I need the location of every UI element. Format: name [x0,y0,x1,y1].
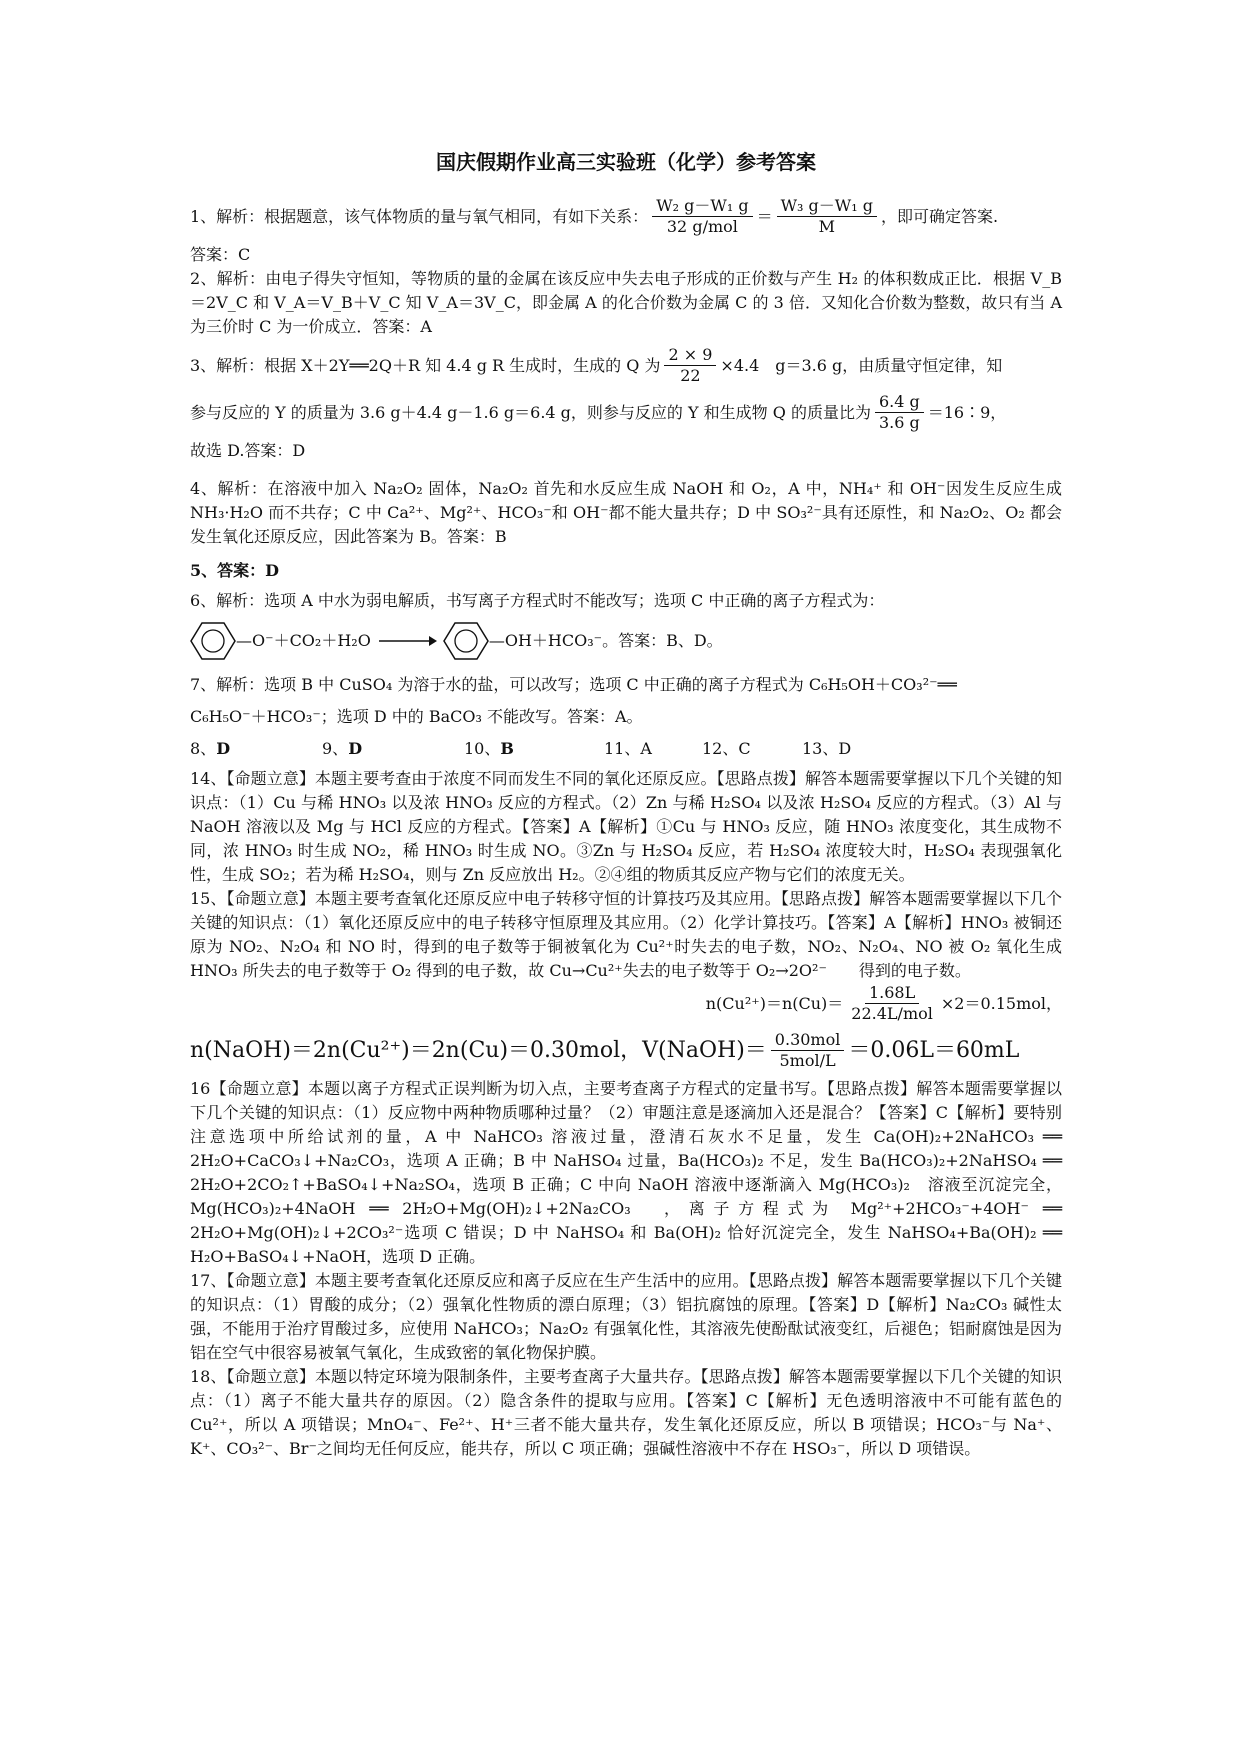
q16: 16【命题立意】本题以离子方程式正误判断为切入点，主要考查离子方程式的定量书写。【思路点拨】解答本题需要掌握以下几个关键的知识点：（1）反应物中两种物质哪种过量？（2）审题注意是逐滴加入还是混合？【答案】C【解析】要特别注意选项中所给试剂的量，A 中 NaHCO₃ 溶液过量，澄清石灰水不足量，发生 Ca(OH)₂+2NaHCO₃ ══ 2H₂O+CaCO₃↓+Na₂CO₃，选项 A 正确；B 中 NaHSO₄ 过量，Ba(HCO₃)₂ 不足，发生 Ba(HCO₃)₂+2NaHSO₄ ══ 2H₂O+2CO₂↑+BaSO₄↓+Na₂SO₄，选项 B 正确；C 中向 NaOH 溶液中逐渐滴入 Mg(HCO₃)₂ 溶液至沉淀完全，Mg(HCO₃)₂+4NaOH ══ 2H₂O+Mg(OH)₂↓+2Na₂CO₃ ，离子方程式为 Mg²⁺+2HCO₃⁻+4OH⁻ ══ 2H₂O+Mg(OH)₂↓+2CO₃²⁻选项 C 错误；D 中 NaHSO₄ 和 Ba(OH)₂ 恰好沉淀完全，发生 NaHSO₄+Ba(OH)₂ ══ H₂O+BaSO₄↓+NaOH，选项 D 正确。 [190,1079,1062,1266]
q3-text-d: ＝16∶9， [927,402,1007,422]
q7-line1: 7、解析：选项 B 中 CuSO₄ 为溶于水的盐，可以改写；选项 C 中正确的离子方程式为 C₆H₅OH＋CO₃²⁻══ [190,675,957,694]
q1-text-b: ，即可确定答案. [880,206,999,226]
answer-num: 12、 [702,739,739,758]
answer-11 [604,737,702,761]
answer-8 [190,737,322,761]
q4: 4、解析：在溶液中加入 Na₂O₂ 固体，Na₂O₂ 首先和水反应生成 NaOH 和 O₂，A 中，NH₄⁺ 和 OH⁻因发生反应生成 NH₃·H₂O 而不共存；C 中 Ca²⁺、Mg²⁺、HCO₃⁻和 OH⁻都不能大量共存；D 中 SO₃²⁻具有还原性，和 Na₂O₂、O₂ 都会发生氧化还原反应，因此答案为 B。答案：B [190,479,1062,546]
q6-right: —OH＋HCO₃⁻。答案：B、D。 [488,631,723,650]
q15-eq2-den: 5mol/L [779,1051,836,1070]
q5: 5、答案：D [190,561,280,580]
q15-eq1-frac [847,983,937,1024]
answers-row [190,737,1062,761]
q15-eq1-a: n(Cu²⁺)＝n(Cu)＝ [705,993,844,1013]
answer-num: 11、 [604,739,641,758]
answer-value: D [348,739,363,758]
benzene-ring-icon [443,621,489,661]
q6-text: 6、解析：选项 A 中水为弱电解质，书写离子方程式时不能改写；选项 C 中正确的离子方程式为： [190,591,885,610]
q1-frac1-num: W₂ g－W₁ g [652,196,752,217]
q3-text-b: ×4.4 g＝3.6 g，由质量守恒定律，知 [720,355,1003,375]
q17: 17、【命题立意】本题主要考查氧化还原反应和离子反应在生产生活中的应用。【思路点拨】解答本题需要掌握以下几个关键的知识点：（1）胃酸的成分；（2）强氧化性物质的漂白原理；（3）铝抗腐蚀的原理。【答案】D【解析】Na₂CO₃ 碱性太强，不能用于治疗胃酸过多，应使用 NaHCO₃；Na₂O₂ 有强氧化性，其溶液先使酚酞试液变红，后褪色；铝耐腐蚀是因为铝在空气中很容易被氧气氧化，生成致密的氧化物保护膜。 [190,1271,1062,1362]
q3-line1 [190,345,1062,386]
answer-10 [464,737,604,761]
q15-eq1 [190,983,1062,1024]
q1-text-a: 1、解析：根据题意，该气体物质的量与氧气相同，有如下关系： [190,206,649,226]
q3-text-a: 3、解析：根据 X＋2Y══2Q＋R 知 4.4 g R 生成时，生成的 Q 为 [190,355,661,375]
answer-sheet [190,150,1062,1461]
answer-value: D [216,739,231,758]
q1-frac1 [652,196,752,237]
q3-text-c: 参与反应的 Y 的质量为 3.6 g＋4.4 g－1.6 g＝6.4 g，则参与反应的 Y 和生成物 Q 的质量比为 [190,402,871,422]
answer-value: C [738,739,751,758]
q3-frac2-den: 3.6 g [878,413,920,432]
q1 [190,196,1062,237]
q3-frac1 [664,345,716,386]
answer-12 [702,737,802,761]
q1-answer: 答案：C [190,245,251,264]
q3-frac1-den: 22 [680,366,701,385]
q1-frac2 [777,196,877,237]
q15-eq1-den: 22.4L/mol [851,1004,933,1023]
page-title: 国庆假期作业高三实验班（化学）参考答案 [436,150,816,174]
answer-9 [322,737,464,761]
q15-eq2-b: ＝0.06L＝60mL [848,1037,1020,1063]
q1-frac1-den: 32 g/mol [666,217,738,236]
q1-frac2-den: M [818,217,835,236]
q1-eq: ＝ [756,206,773,226]
benzene-ring-icon [190,621,236,661]
q15-eq2-num: 0.30mol [771,1030,845,1051]
q15-eq2 [190,1030,1062,1071]
q18: 18、【命题立意】本题以特定环境为限制条件，主要考查离子大量共存。【思路点拨】解答本题需要掌握以下几个关键的知识点：（1）离子不能大量共存的原因。（2）隐含条件的提取与应用。【答案】C【解析】无色透明溶液中不可能有蓝色的 Cu²⁺，所以 A 项错误；MnO₄⁻、Fe²⁺、H⁺三者不能大量共存，发生氧化还原反应，所以 B 项错误；HCO₃⁻与 Na⁺、K⁺、CO₃²⁻、Br⁻之间均无任何反应，能共存，所以 C 项正确；强碱性溶液中不存在 HSO₃⁻，所以 D 项错误。 [190,1367,1062,1458]
q3-text-e: 故选 D.答案：D [190,441,306,460]
q15-text: 15、【命题立意】本题主要考查氧化还原反应中电子转移守恒的计算技巧及其应用。【思路点拨】解答本题需要掌握以下几个关键的知识点：（1）氧化还原反应中的电子转移守恒原理及其应用。（2）化学计算技巧。【答案】A【解析】HNO₃ 被铜还原为 NO₂、N₂O₄ 和 NO 时，得到的电子数等于铜被氧化为 Cu²⁺时失去的电子数，NO₂、N₂O₄、NO 被 O₂ 氧化生成 HNO₃ 所失去的电子数等于 O₂ 得到的电子数，故 Cu→Cu²⁺失去的电子数等于 O₂→2O²⁻ 得到的电子数。 [190,889,1062,980]
q2: 2、解析：由电子得失守恒知，等物质的量的金属在该反应中失去电子形成的正价数与产生 H₂ 的体积数成正比．根据 V_B＝2V_C 和 V_A＝V_B＋V_C 知 V_A＝3V_C，即金属 A 的化合价数为金属 C 的 3 倍．又知化合价数为整数，故只有当 A 为三价时 C 为一价成立．答案：A [190,269,1062,336]
q3-line2 [190,392,1062,433]
answer-value: B [500,739,514,758]
answer-num: 13、 [802,739,839,758]
q15-eq1-num: 1.68L [865,983,919,1004]
q1-frac2-num: W₃ g－W₁ g [777,196,877,217]
q15-eq1-b: ×2＝0.15mol， [940,993,1062,1013]
q3-frac2-num: 6.4 g [875,392,924,413]
answer-num: 8、 [190,739,217,758]
answer-value: A [640,739,652,758]
answer-num: 9、 [322,739,349,758]
q14: 14、【命题立意】本题主要考查由于浓度不同而发生不同的氧化还原反应。【思路点拨】解答本题需要掌握以下几个关键的知识点：（1）Cu 与稀 HNO₃ 以及浓 HNO₃ 反应的方程式。（2）Zn 与稀 H₂SO₄ 以及浓 H₂SO₄ 反应的方程式。（3）Al 与 NaOH 溶液以及 Mg 与 HCl 反应的方程式。【答案】A【解析】①Cu 与 HNO₃ 反应，随 HNO₃ 浓度变化，其生成物不同，浓 HNO₃ 时生成 NO₂，稀 HNO₃ 时生成 NO。③Zn 与 H₂SO₄ 反应，若 H₂SO₄ 浓度较大时，H₂SO₄ 表现强氧化性，生成 SO₂；若为稀 H₂SO₄，则与 Zn 反应放出 H₂。②④组的物质其反应产物与它们的浓度无关。 [190,769,1062,884]
q3-frac1-num: 2 × 9 [664,345,716,366]
reaction-arrow-icon [377,633,437,649]
q6-left: —O⁻＋CO₂＋H₂O [236,631,371,650]
q3-frac2 [875,392,924,433]
q6-formula [190,621,1062,661]
q15-eq2-frac [771,1030,845,1071]
q7-line2: C₆H₅O⁻＋HCO₃⁻；选项 D 中的 BaCO₃ 不能改写。答案：A。 [190,707,643,726]
answer-value: D [838,739,852,758]
answer-num: 10、 [464,739,501,758]
answer-13 [802,737,882,761]
q15-eq2-a: n(NaOH)＝2n(Cu²⁺)＝2n(Cu)＝0.30mol，V(NaOH)＝ [190,1037,767,1063]
